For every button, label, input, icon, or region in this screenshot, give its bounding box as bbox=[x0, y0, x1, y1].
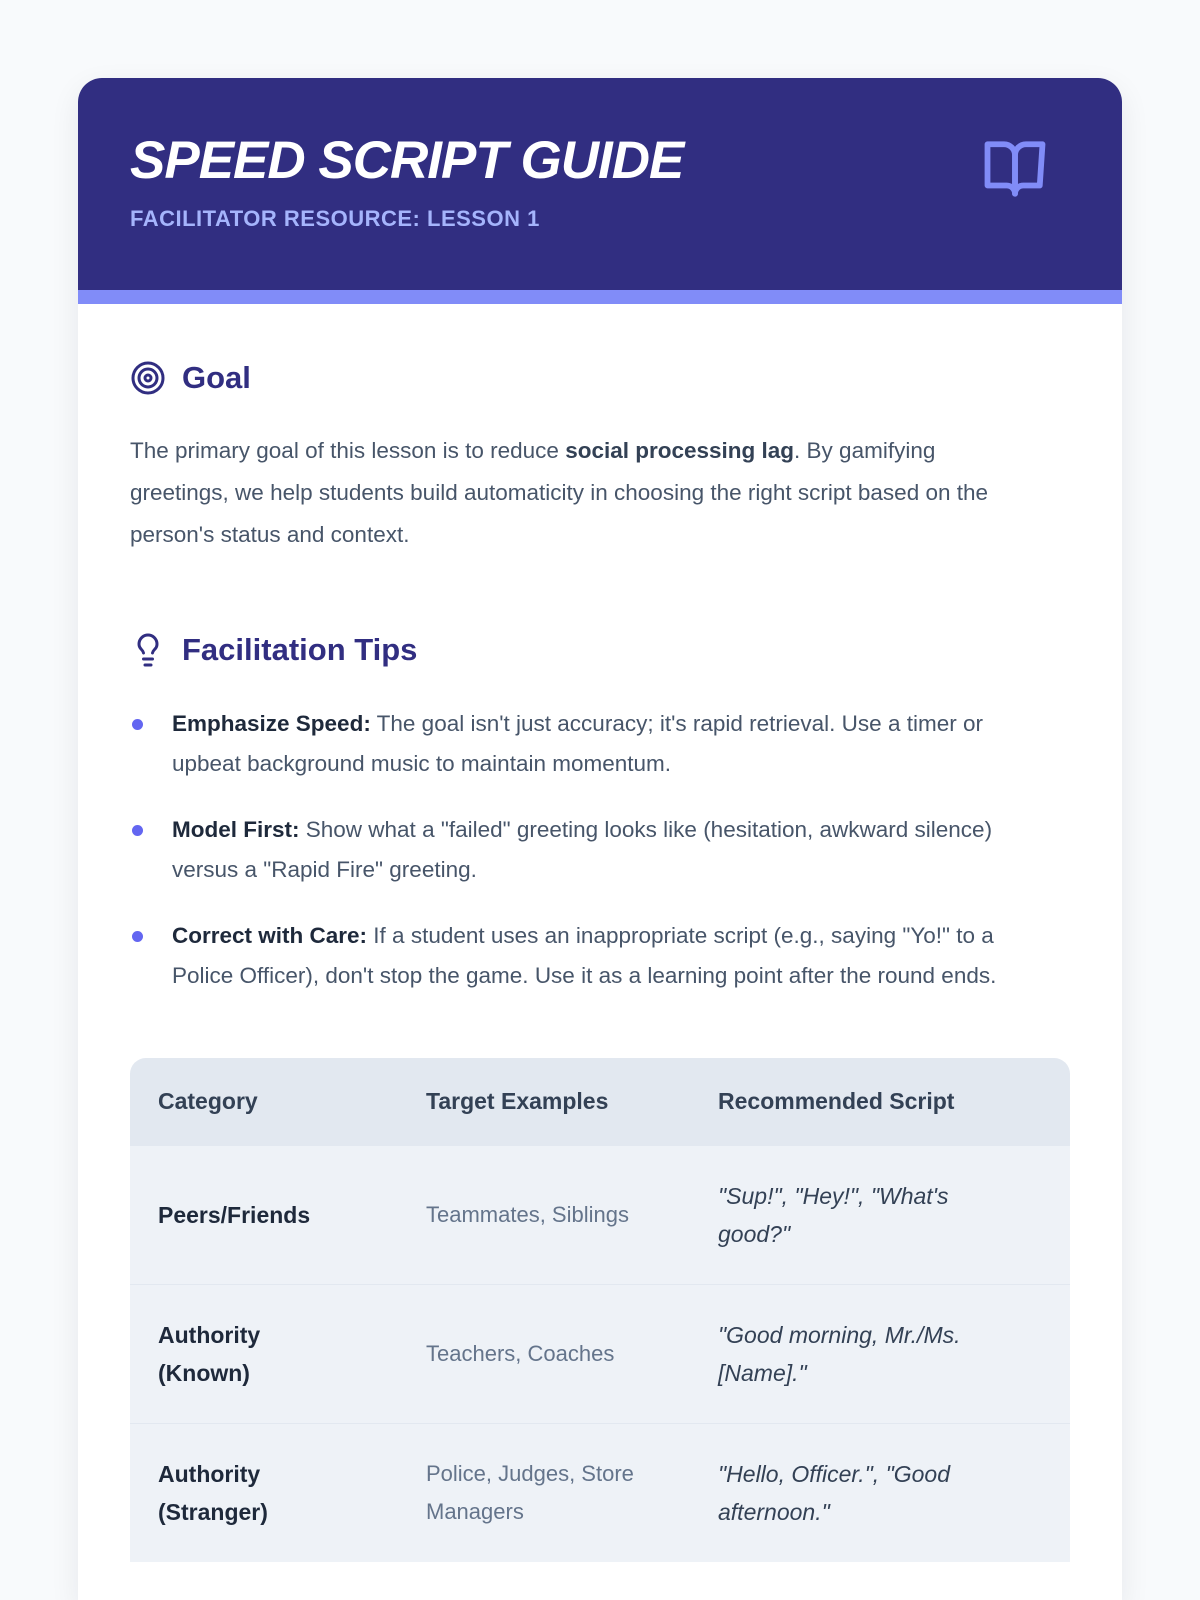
tips-heading bbox=[130, 632, 1070, 668]
tip-item-emphasize-speed bbox=[130, 704, 1030, 784]
tip-lead: Emphasize Speed: bbox=[172, 711, 371, 737]
header bbox=[78, 78, 1122, 290]
script-table bbox=[130, 1058, 1070, 1562]
goal-paragraph bbox=[130, 430, 1030, 556]
table-row bbox=[130, 1146, 1070, 1285]
cell-script: "Good morning, Mr./Ms. [Name]." bbox=[718, 1322, 961, 1387]
cell-category: Authority (Stranger) bbox=[158, 1461, 268, 1526]
cell-category: Authority (Known) bbox=[158, 1322, 261, 1387]
tip-item-correct-with-care bbox=[130, 916, 1030, 996]
accent-strip bbox=[78, 290, 1122, 304]
main-content bbox=[78, 304, 1122, 1600]
bullet-dot bbox=[132, 931, 143, 942]
goal-heading bbox=[130, 360, 1070, 396]
target-icon bbox=[130, 360, 166, 396]
lightbulb-icon bbox=[130, 632, 166, 668]
table-header bbox=[130, 1058, 1070, 1146]
tip-lead: Model First: bbox=[172, 817, 300, 843]
goal-heading-label: Goal bbox=[182, 360, 251, 396]
goal-text-after: . By gamifying greetings, we help students build automaticity in choosing the right script based on the person's status and context. bbox=[130, 438, 989, 548]
column-header-target-examples: Target Examples bbox=[398, 1058, 690, 1146]
goal-text-before: The primary goal of this lesson is to reduce bbox=[130, 438, 566, 464]
cell-targets: Teammates, Siblings bbox=[426, 1202, 629, 1228]
cell-category: Peers/Friends bbox=[158, 1202, 311, 1229]
page-title: SPEED SCRIPT GUIDE bbox=[130, 131, 684, 190]
column-header-recommended-script: Recommended Script bbox=[690, 1058, 1070, 1146]
goal-text-bold: social processing lag bbox=[565, 438, 795, 464]
cell-targets: Police, Judges, Store Managers bbox=[426, 1461, 634, 1525]
bullet-dot bbox=[132, 719, 143, 730]
cell-targets: Teachers, Coaches bbox=[426, 1341, 615, 1367]
tips-heading-label: Facilitation Tips bbox=[182, 632, 418, 668]
bullet-dot bbox=[132, 825, 143, 836]
column-header-category: Category bbox=[130, 1058, 398, 1146]
tips-list bbox=[130, 704, 1070, 996]
table-row bbox=[130, 1424, 1070, 1563]
goal-section bbox=[130, 360, 1070, 556]
cell-script: "Sup!", "Hey!", "What's good?" bbox=[718, 1183, 949, 1248]
script-table-wrapper bbox=[130, 1058, 1070, 1562]
cell-script: "Hello, Officer.", "Good afternoon." bbox=[718, 1461, 950, 1526]
tip-text: If a student uses an inappropriate script (e.g., saying "Yo!" to a Police Officer), don't stop the game. Use it as a learning point after the round ends. bbox=[172, 923, 997, 989]
guide-card bbox=[78, 78, 1122, 1600]
table-row bbox=[130, 1285, 1070, 1424]
tip-lead: Correct with Care: bbox=[172, 923, 368, 949]
tip-item-model-first bbox=[130, 810, 1030, 890]
book-open-icon bbox=[982, 136, 1048, 202]
tip-text: Show what a "failed" greeting looks like (hesitation, awkward silence) versus a "Rapid Fire" greeting. bbox=[172, 817, 993, 883]
tips-section bbox=[130, 632, 1070, 996]
header-subtitle: FACILITATOR RESOURCE: LESSON 1 bbox=[130, 206, 540, 232]
tip-text: The goal isn't just accuracy; it's rapid retrieval. Use a timer or upbeat background music to maintain momentum. bbox=[172, 711, 983, 777]
